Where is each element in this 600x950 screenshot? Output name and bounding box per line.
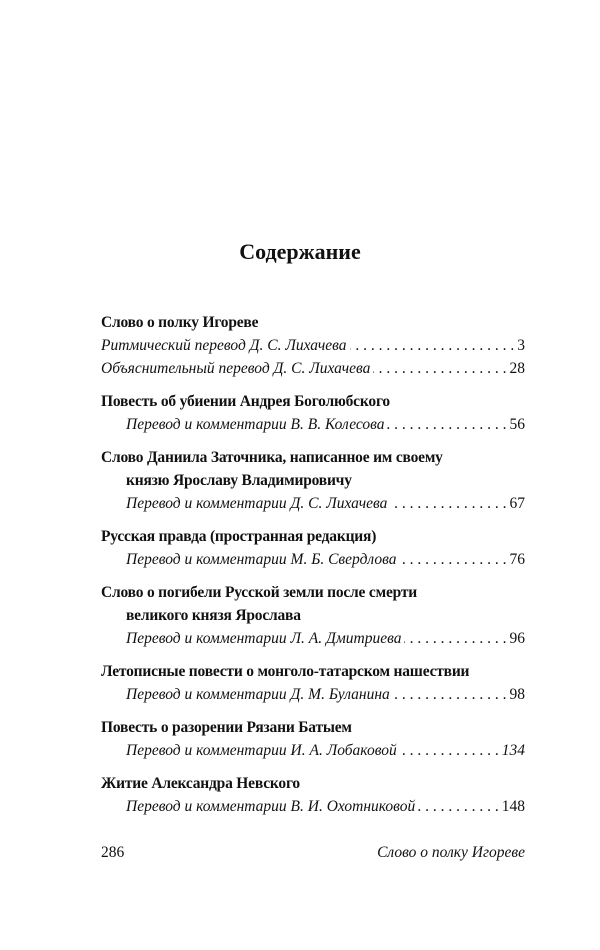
- footer-page-number: 286: [101, 844, 125, 861]
- entry-title-line: Житие Александра Невского: [101, 775, 300, 792]
- toc-line[interactable]: [101, 334, 525, 357]
- toc-entry: [101, 390, 525, 436]
- toc-line[interactable]: [101, 548, 525, 571]
- running-head: Слово о полку Игореве: [377, 844, 525, 861]
- toc-page-number: 148: [501, 798, 525, 815]
- toc-page-number: 76: [509, 551, 525, 568]
- toc-line[interactable]: [101, 492, 525, 515]
- entry-title[interactable]: [101, 581, 525, 627]
- dot-leader: [400, 548, 507, 571]
- toc-line-label: Перевод и комментарии Л. А. Дмитриева: [126, 630, 402, 647]
- entry-title-line: Слово Даниила Заточника, написанное им своему: [101, 449, 443, 466]
- toc-line-label: Ритмический перевод Д. С. Лихачева: [101, 337, 347, 354]
- entry-title[interactable]: [101, 390, 525, 413]
- toc-entry: [101, 660, 525, 706]
- toc-line-label: Объяснительный перевод Д. С. Лихачева: [101, 360, 371, 377]
- dot-leader: [400, 739, 499, 762]
- toc-page-number: 28: [509, 360, 525, 377]
- toc-line[interactable]: [101, 627, 525, 650]
- entry-title-line: великого князя Ярослава: [126, 607, 301, 624]
- entry-title-line: Слово о полку Игореве: [101, 314, 259, 331]
- toc-line-label: Перевод и комментарии В. И. Охотниковой: [126, 798, 416, 815]
- toc-page-number: 56: [509, 416, 525, 433]
- toc-line[interactable]: [101, 413, 525, 436]
- toc-page-number: 134: [501, 742, 525, 759]
- table-of-contents: [101, 311, 525, 828]
- toc-page-number: 67: [509, 495, 525, 512]
- entry-title-line: Повесть о разорении Рязани Батыем: [101, 719, 352, 736]
- entry-title[interactable]: [101, 772, 525, 795]
- toc-page-number: 96: [509, 630, 525, 647]
- toc-line[interactable]: [101, 357, 525, 380]
- toc-line-label: Перевод и комментарии Д. М. Буланина: [126, 686, 390, 703]
- toc-entry: [101, 716, 525, 762]
- dot-leader: [390, 492, 506, 515]
- toc-entry: [101, 581, 525, 650]
- toc-line[interactable]: [101, 795, 525, 818]
- dot-leader: [373, 357, 506, 380]
- entry-title-line: князю Ярославу Владимировичу: [126, 472, 352, 489]
- dot-leader: [418, 795, 499, 818]
- toc-line[interactable]: [101, 683, 525, 706]
- dot-leader: [404, 627, 506, 650]
- toc-line[interactable]: [101, 739, 525, 762]
- entry-title-line: Летописные повести о монголо-татарском нашествии: [101, 663, 470, 680]
- entry-title[interactable]: [101, 311, 525, 334]
- toc-entry: [101, 525, 525, 571]
- toc-entry: [101, 772, 525, 818]
- dot-leader: [387, 413, 506, 436]
- toc-entry: [101, 446, 525, 515]
- toc-line-label: Перевод и комментарии Д. С. Лихачева: [126, 495, 388, 512]
- entry-title-line: Слово о погибели Русской земли после смерти: [101, 584, 417, 601]
- toc-line-label: Перевод и комментарии М. Б. Свердлова: [126, 551, 397, 568]
- toc-line-label: Перевод и комментарии В. В. Колесова: [126, 416, 385, 433]
- entry-title[interactable]: [101, 660, 525, 683]
- entry-title[interactable]: [101, 525, 525, 548]
- toc-page-number: 98: [509, 686, 525, 703]
- toc-page-number: 3: [517, 337, 525, 354]
- entry-title-line: Русская правда (пространная редакция): [101, 528, 377, 545]
- page-title: Содержание: [239, 239, 361, 264]
- dot-leader: [393, 683, 507, 706]
- toc-line-label: Перевод и комментарии И. А. Лобаковой: [126, 742, 397, 759]
- toc-entry: [101, 311, 525, 380]
- entry-title[interactable]: [101, 716, 525, 739]
- dot-leader: [350, 334, 515, 357]
- page-footer: [101, 842, 525, 864]
- entry-title[interactable]: [101, 446, 525, 492]
- entry-title-line: Повесть об убиении Андрея Боголюбского: [101, 393, 390, 410]
